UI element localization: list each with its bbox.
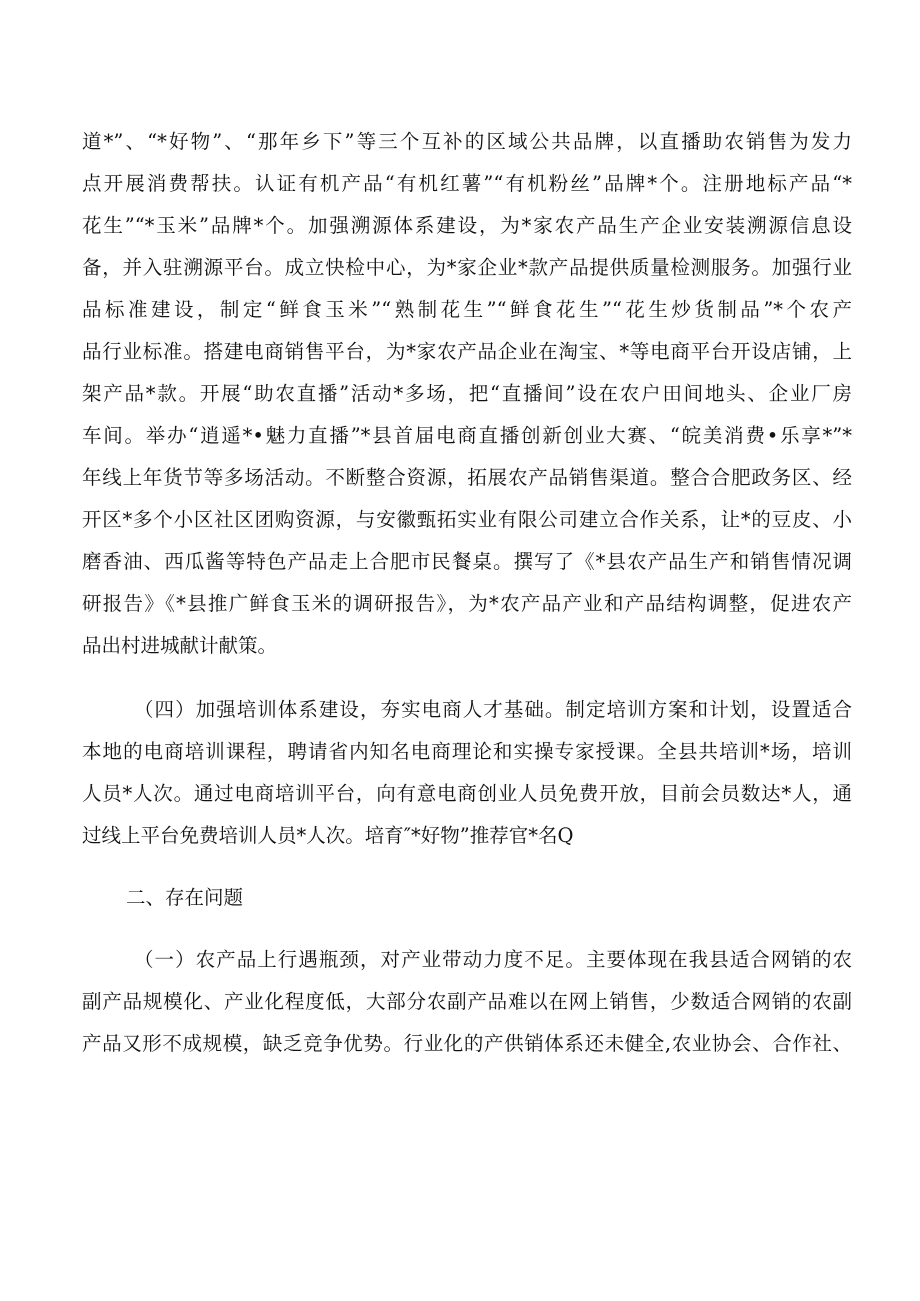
text-line: 架产品*款。开展“助农直播”活动*多场，把“直播间”设在农户田间地头、企业厂房 [82, 382, 852, 405]
text-line: 花生”“*玉米”品牌*个。加强溯源体系建设，为*家农产品生产企业安装溯源信息设 [82, 214, 852, 237]
text-line: 副产品规模化、产业化程度低，大部分农副产品难以在网上销售，少数适合网销的农副 [82, 990, 852, 1013]
text-line: 磨香油、西瓜酱等特色产品走上合肥市民餐桌。撰写了《*县农产品生产和销售情况调 [82, 550, 852, 573]
text-line: （四）加强培训体系建设，夯实电商人才基础。制定培训方案和计划，设置适合 [134, 698, 852, 721]
text-line: 道*”、“*好物”、“那年乡下”等三个互补的区域公共品牌，以直播助农销售为发力 [82, 130, 852, 153]
text-line: 过线上平台免费培训人员*人次。培育″*好物”推荐官*名Q [82, 824, 574, 847]
text-line: 开区*多个小区社区团购资源，与安徽甄拓实业有限公司建立合作关系，让*的豆皮、小 [82, 508, 852, 531]
text-line: 本地的电商培训课程，聘请省内知名电商理论和实操专家授课。全县共培训*场，培训 [82, 740, 852, 763]
text-line: 人员*人次。通过电商培训平台，向有意电商创业人员免费开放，目前会员数达*人，通 [82, 782, 852, 805]
text-line: 产品又形不成规模，缺乏竞争优势。行业化的产供销体系还未健全,农业协会、合作社、 [82, 1032, 852, 1055]
text-line: 品出村进城献计献策。 [82, 634, 278, 657]
text-line: 研报告》《*县推广鲜食玉米的调研报告》，为*农产品产业和产品结构调整，促进农产 [82, 592, 852, 615]
text-line: 备，并入驻溯源平台。成立快检中心，为*家企业*款产品提供质量检测服务。加强行业 [82, 256, 852, 279]
text-line: （一）农产品上行遇瓶颈，对产业带动力度不足。主要体现在我县适合网销的农 [134, 948, 852, 971]
text-line: 年线上年货节等多场活动。不断整合资源，拓展农产品销售渠道。整合合肥政务区、经 [82, 466, 852, 489]
text-line: 点开展消费帮扶。认证有机产品“有机红薯”“有机粉丝”品牌*个。注册地标产品“* [82, 172, 852, 195]
section-heading: 二、存在问题 [126, 886, 244, 909]
text-line: 品行业标准。搭建电商销售平台，为*家农产品企业在淘宝、*等电商平台开设店铺，上 [82, 340, 852, 363]
text-line: 车间。举办“逍遥*•魅力直播”*县首届电商直播创新创业大赛、“皖美消费•乐享*”* [82, 424, 852, 447]
text-line: 品标准建设，制定“鲜食玉米”“熟制花生”“鲜食花生”“花生炒货制品”*个农产 [82, 298, 852, 321]
